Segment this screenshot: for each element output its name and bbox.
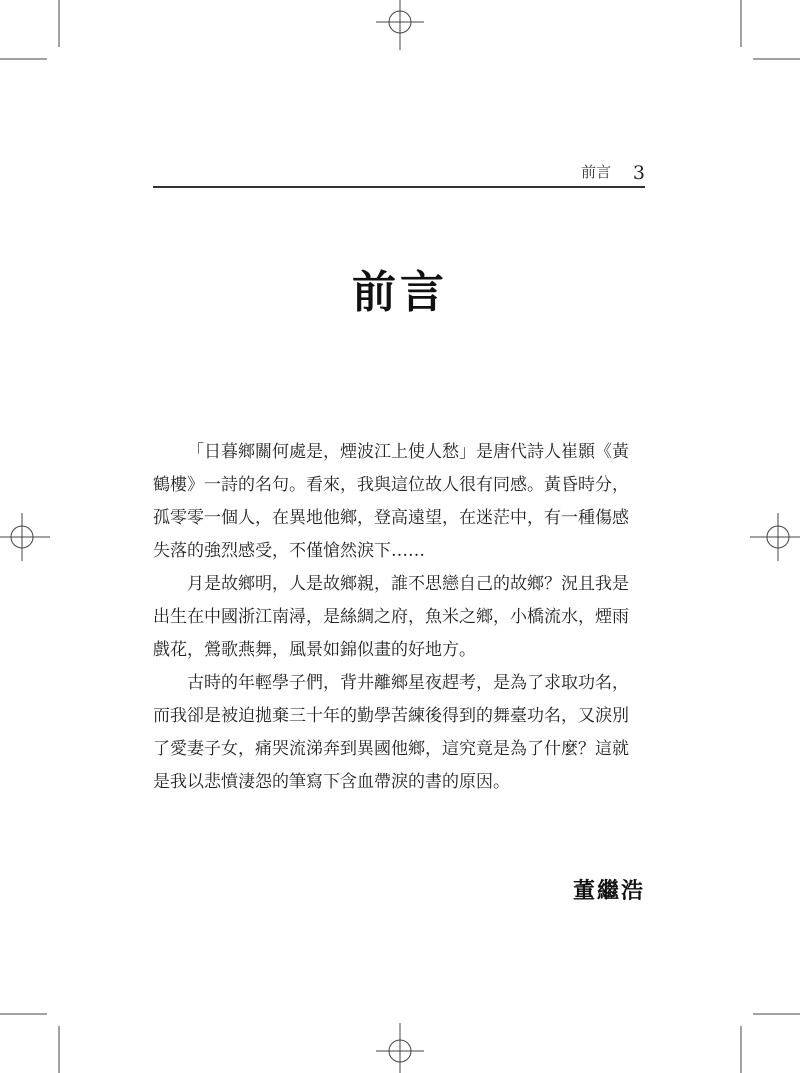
- running-head: [153, 160, 645, 188]
- page-title: 前言: [352, 267, 448, 318]
- registration-mark-right: [750, 513, 800, 561]
- registration-mark-top: [376, 0, 424, 50]
- paragraph-3: 古時的年輕學子們，背井離鄉星夜趕考，是為了求取功名，而我卻是被迫拋棄三十年的勤學苦練後得到的舞臺功名，又淚別了愛妻子女，痛哭流涕奔到異國他鄉，這究竟是為了什麼？這就是我以悲憤淒怨的筆寫下含血帶淚的書的原因。: [153, 673, 629, 792]
- body-text: [153, 436, 645, 799]
- running-head-label: 前言: [580, 163, 611, 181]
- page-number: 3: [632, 162, 645, 184]
- registration-mark-left: [0, 513, 50, 561]
- registration-mark-bottom: [376, 1023, 424, 1073]
- paragraph-1: 「日暮鄉關何處是，煙波江上使人愁」是唐代詩人崔顥《黃鶴樓》一詩的名句。看來，我與這位故人很有同感。黃昏時分，孤零零一個人，在異地他鄉，登高遠望，在迷茫中，有一種傷感失落的強烈感受，不僅愴然淚下……: [153, 442, 629, 561]
- paragraph-2: 月是故鄉明，人是故鄉親，誰不思戀自己的故鄉？況且我是出生在中國浙江南潯，是絲綢之府，魚米之鄉，小橋流水，煙雨戲花，鶯歌燕舞，風景如錦似畫的好地方。: [153, 574, 629, 660]
- author-signature: 董繼浩: [572, 878, 645, 904]
